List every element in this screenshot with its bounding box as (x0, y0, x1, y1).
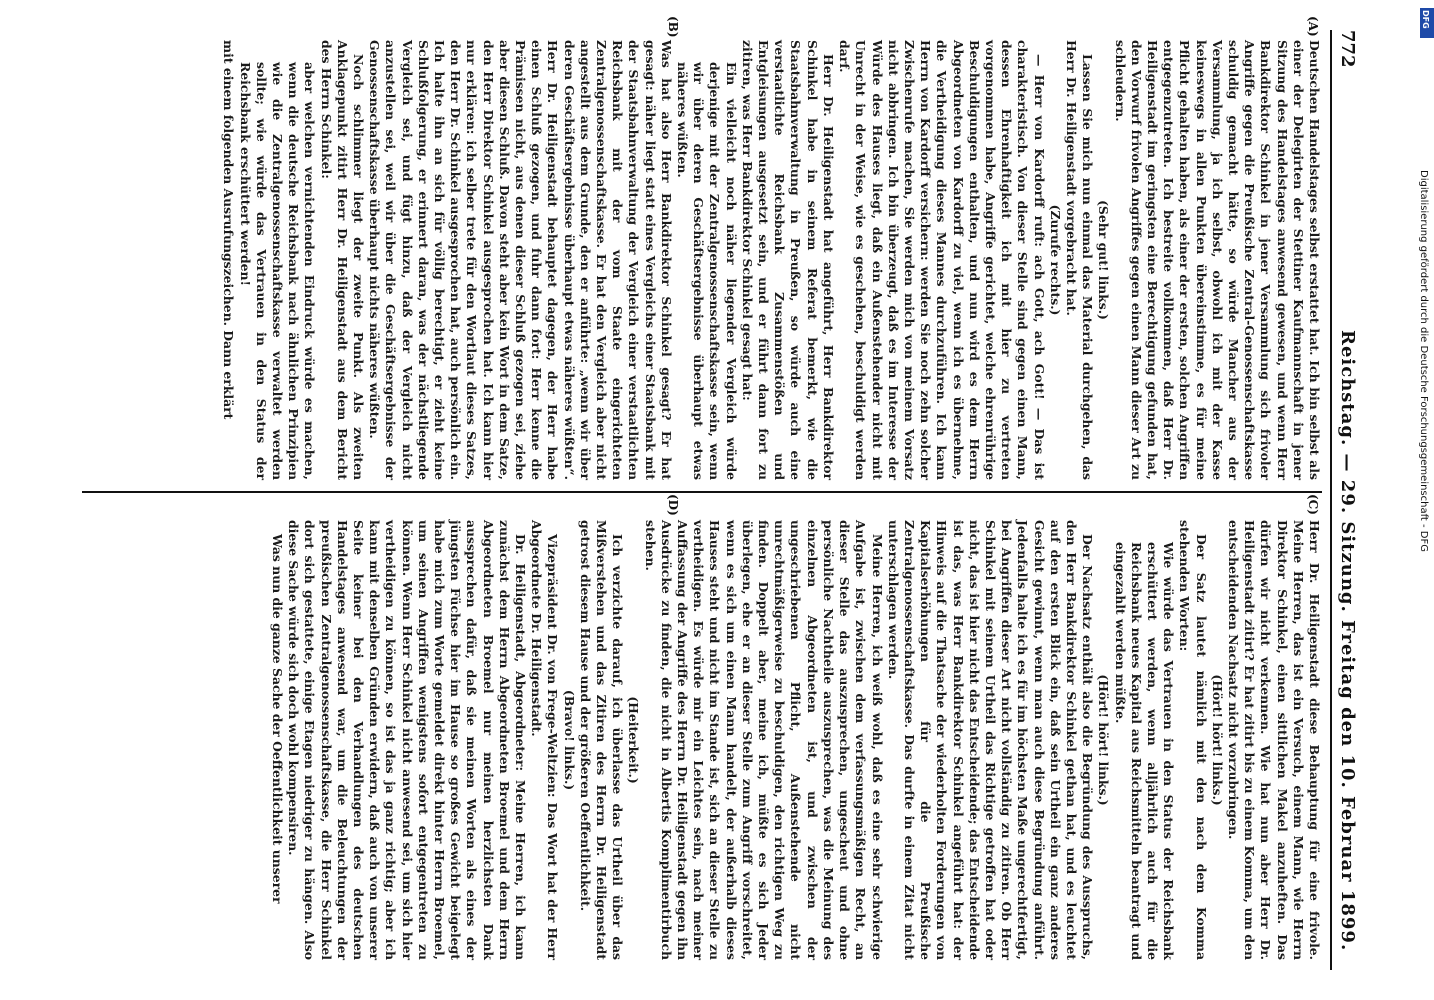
paragraph: Meine Herren, ich weiß wohl, daß es eine sehr schwierige Aufgabe ist, zwischen dem verfassungsmäßigen Recht, an dieser Stelle das auszusprechen, ungescheut und ohne persönliche Nachtheile auszusprechen, was die Meinung des einzelnen Abgeordneten ist, und zwischen der ungeschriebenen Pflicht, Außenstehende nicht unrechtmäßigerweise zu beschuldigen, den richtigen Weg zu finden. Doppelt aber, meine ich, müßte es sich Jeder überlegen, ehe er an dieser Stelle zum Angriff vorschreitet, wenn es sich um einen Mann handelt, der außerhalb dieses Hauses steht und nicht im Stande ist, sich an dieser Stelle zu vertheidigen. Es würde mir ein Leichtes sein, nach meiner Auffassung der Angriffe des Herrn Dr. Heiligenstadt gegen ihn Ausdrücke zu finden, die nicht in Albertis Komplimentirbuch stehen. (642, 520, 885, 960)
header-title-left: Reichstag. — 29. Sitzung. (1337, 330, 1358, 613)
interjection: (Hört! hört! links.) (1096, 674, 1112, 806)
interjection: (Sehr gut! links.) (1096, 200, 1112, 320)
digitization-note-text: Digitalisierung gefördert durch die Deutsche Forschungsgemeinschaft - DFG (1418, 170, 1429, 553)
margin-marker-a: (A) (1306, 16, 1320, 37)
paragraph: Was nun die ganze Sache der Oeffentlichkeit unserer (270, 534, 285, 904)
column-divider (82, 491, 1322, 493)
page-number: 772 (1337, 30, 1358, 68)
paragraph: Herr Dr. Heiligenstadt diese Behauptung für eine frivole. Meine Herren, das ist ein Versuch, einem Mann, wie Herrn Direktor Schinkel, einen sittlichen Makel anzuheften. Das dürfen wir nicht verkennen. Wie hat nun aber Herr Dr. Heiligenstadt zitirt? Er hat zitirt bis zu einem Komma, um den entscheidenden Nachsatz nicht vorzubringen. (1225, 520, 1322, 960)
right-column (269, 520, 1322, 960)
margin-marker-c: (C) (1306, 494, 1320, 515)
interjection: (Zurufe rechts.) (1047, 204, 1063, 316)
header-rule (1330, 30, 1332, 970)
paragraph: Deutschen Handelstages selbst erstattet hat. Ich bin selbst als einer der Delegirten der Stettiner Kaufmannschaft in jener Sitzung des Handelstages anwesend gewesen, und wenn Herr Bankdirektor Schinkel in jener Versammlung sich frivoler Angriffe gegen die Preußische Zentral-Genossenschaftskasse schuldig gemacht hätte, so würde Mancher aus der Versammlung, ja ich selbst, obwohl ich mit der Kasse keineswegs in allen Punkten übereinstimme, es für meine Pflicht gehalten haben, als einer der ersten, solchen Angriffen entgegenzutreten. Ich bestreite vollkommen, daß Herr Dr. Heiligenstadt im geringsten eine Berechtigung gefunden hat, den Vorwurf frivolen Angriffes gegen einen Mann dieser Art zu schleudern. (1112, 40, 1322, 480)
paragraph: mit einem folgenden Ausrufungszeichen. Dann erklärt (221, 40, 237, 420)
left-column (220, 40, 1322, 480)
interjection: (Heiterkeit.) (626, 696, 642, 784)
paragraph: Noch schlimmer liegt der zweite Punkt. Als zweiten Anklagepunkt zitirt Herr Dr. Heiligenstadt aus dem Bericht des Herrn Schinkel: (318, 40, 367, 480)
quotation: aber welchen vernichtenden Eindruck würde es machen, wenn die deutsche Reichsbank nach ähnlichen Prinzipien wie die Zentralgenossenschaftskasse verwaltet werden sollte; wie würde das Vertrauen in den Status der Reichsbank erschüttert werden! (237, 62, 318, 480)
quotation: Ein vielleicht noch näher liegender Vergleich würde derjenige mit der Zentralgenossenschaftskasse sein, wenn wir über deren Geschäftsergebnisse überhaupt etwas näheres wüßten. (675, 62, 739, 480)
paragraph: Der Nachsatz enthält also die Begründung des Ausspruchs, den Herr Bankdirektor Schinkel gethan hat, und es leuchtet auf den ersten Blick ein, daß sein Urtheil ein ganz anderes Gesicht gewinnt, wenn man auch diese Begründung anführt. Jedenfalls halte ich es für im höchsten Maße ungerechtfertigt, bei Angriffen dieser Art nicht vollständig zu zitiren. Ob Herr Schinkel mit seinem Urtheil das Richtige getroffen hat oder nicht, das ist hier nicht das Entscheidende; das Entscheidende ist das, was Herr Bankdirektor Schinkel angeführt hat: der Hinweis auf die Thatsache der wiederholten Forderungen von Kapitalserhöhungen für die Preußische Zentralgenossenschaftskasse. Das durfte in einem Zitat nicht unterschlagen werden. (885, 520, 1096, 960)
quotation: Wie würde das Vertrauen in den Status der Reichsbank erschüttert werden, wenn alljährlich auch für die Reichsbank neues Kapital aus Reichsmitteln beantragt und eingezahlt werden müßte. (1112, 542, 1177, 960)
paragraph: Vizepräsident Dr. von Frege-Weltzien: Das Wort hat der Herr Abgeordnete Dr. Heiligenstadt. (529, 520, 561, 960)
paragraph: Ich verzichte darauf, ich überlasse das Urtheil über das Mißverstehen und das Zitiren des Herrn Dr. Heiligenstadt getrost diesem Hause und der größeren Oeffentlichkeit. (577, 520, 626, 960)
paragraph: Herr Dr. Heiligenstadt hat angeführt, Herr Bankdirektor Schinkel habe in seinem Referat bemerkt, wie die Staatsbahnverwaltung in Preußen, so würde auch eine verstaatlichte Reichsbank Zusammenstößen und Entgleisungen ausgesetzt sein, und er führt dann fort zu zitiren, was Herr Bankdirektor Schinkel gesagt hat: (739, 40, 836, 480)
margin-marker-b: (B) (666, 16, 680, 38)
interjection: (Bravo! links.) (561, 689, 577, 791)
paragraph: — Herr von Kardorff ruft: ach Gott, ach Gott! — Das ist charakteristisch. Von dieser Stelle sind gegen einen Mann, dessen Ehrenhaftigkeit ich mit hier zu vertreten vorgenommen habe, Angriffe gerichtet, welche ehrenrührige Beschuldigungen enthalten, und nun wird es dem Herrn Abgeordneten von Kardorff zu viel, wenn ich es übernehme, die Vertheidigung dieses Mannes durchzuführen. Ich kann Herrn von Kardorff versichern: werden Sie noch zehn solcher Zwischenrufe machen, Sie werden mich von meinem Vorsatz nicht abbringen. Ich bin überzeugt, daß es im Interesse der Würde des Hauses liegt, daß ein Außenstehender nicht mit Unrecht in der Weise, wie es geschehen, beschuldigt werden darf. (837, 40, 1047, 480)
page-header (1332, 30, 1362, 970)
paragraph: Dr. Heiligenstadt, Abgeordneter: Meine Herren, ich kann zunächst dem Herrn Abgeordneten Broemel und dem Herrn Abgeordneten Broemel nur meinen herzlichsten Dank aussprechen dafür, daß sie meinen Worten als eines der jüngsten Füchse hier im Hause so großes Gewicht beigelegt habe mich zum Worte gemeldet direkt hinter Herrn Broemel, um seinen Angriffen wenigstens sofort entgegentreten zu können. Wenn Herr Schinkel nicht anwesend sei, um sich hier vertheidigen zu können, so ist das ja ganz richtig; aber ich kann mit denselben Gründen erwidern, daß auch von unserer Seite keiner bei den Verhandlungen des deutschen Handelstages anwesend war, um die Beleuchtungen der preußischen Zentralgenossenschaftskasse, die Herr Schinkel dort sich gestattete, einige Etagen niedriger zu hängen. Also diese Sache würde sich doch wohl kompensiren. (286, 520, 529, 960)
digitization-note (1412, 0, 1432, 1000)
header-title-right: Freitag den 10. Februar 1899. (1337, 620, 1358, 952)
dfg-logo-text: DFG (1421, 10, 1430, 29)
paragraph: Lassen Sie mich nun einmal das Material durchgehen, das Herr Dr. Heiligenstadt vorgebracht hat. (1063, 40, 1096, 480)
paragraph: Was hat also Herr Bankdirektor Schinkel gesagt? Er hat gesagt: näher liegt statt eines Vergleichs einer Staatsbank mit der Staatsbahnverwaltung der Vergleich einer verstaatlichten Reichsbank mit der vom Staate eingerichteten Zentralgenossenschaftskasse. Er hat den Vergleich aber nicht angestellt aus dem Grunde, den er anführte: „wenn wir über deren Geschäftsergebnisse überhaupt etwas näheres wüßten“. Herr Dr. Heiligenstadt behauptet dagegen, der Herr habe einen Schluß gezogen, und fuhr dann fort: Herr kenne die Prämissen nicht, aus denen dieser Schluß gezogen sei, ziehe aber diesen Schluß. Davon steht aber kein Wort in dem Satze, den Herr Direktor Schinkel ausgesprochen hat. Ich kann hier nur erklären: ich selber trete für den Wortlaut dieses Satzes, den Herr Dr. Schinkel ausgesprochen hat, auch persönlich ein. Ich halte ihn an sich für völlig berechtigt, er zieht keine Schlußfolgerung, er erinnert daran, was der nächstliegende Vergleich sei, und fügt hinzu, daß der Vergleich nicht anzustellen sei, weil wir über die Geschäftsergebnisse der Genossenschaftskasse überhaupt nichts näheres wüßten. (367, 40, 674, 480)
margin-marker-d: (D) (666, 494, 680, 516)
paragraph: Der Satz lautet nämlich mit den nach dem Komma stehenden Worten: (1177, 520, 1209, 960)
interjection: (Hört! hört! links.) (1209, 674, 1225, 806)
